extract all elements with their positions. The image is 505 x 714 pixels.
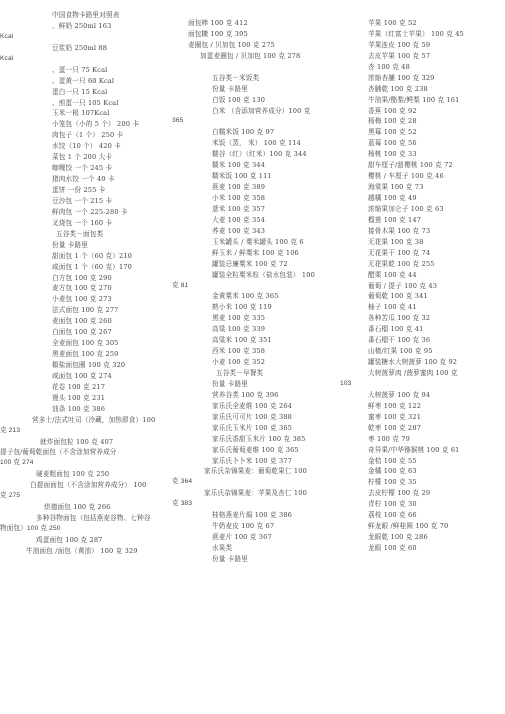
text-line: 大树菠萝肉 /菠萝蜜肉 100 克 xyxy=(368,369,458,377)
text-line: 中国食物卡路里对照表 xyxy=(52,11,120,19)
text-line: 鲜肉包 一个 225-280 卡 xyxy=(52,207,128,216)
text-line: 去皮苹果 100 克 57 xyxy=(368,51,431,60)
text-line: 蓝莓 100 克 56 xyxy=(368,139,417,148)
text-line: 肉包子（1 个） 250 卡 xyxy=(52,131,124,140)
text-line: 薏米 100 克 357 xyxy=(212,204,266,213)
text-line: 、煎蛋一只 105 Kcal xyxy=(52,98,119,107)
text-line: 牛奶麦皮 100 克 67 xyxy=(212,522,275,531)
text-line: 家乐氏杂锦果麦：苹果及杏仁 100 xyxy=(204,489,307,498)
text-line: 克 81 xyxy=(172,281,189,289)
text-line: 甜车厘子/甜樱桃 100 克 72 xyxy=(368,161,453,170)
text-line: 豆沙包 一个 215 卡 xyxy=(52,196,113,205)
text-line: 葡萄 / 提子 100 克 43 xyxy=(368,281,438,290)
text-line: 樱桃 / 车厘子 100 克 46 xyxy=(368,172,444,181)
text-line: 多种谷物面包（包括燕麦谷物、七种谷 xyxy=(36,514,151,523)
text-line: 、鲜奶 250ml 163 xyxy=(52,21,112,30)
text-line: 家乐氏全麦维 100 克 264 xyxy=(212,401,293,410)
text-line: 高粱 100 克 339 xyxy=(212,325,266,334)
text-line: 克 213 xyxy=(0,426,21,434)
text-line: 鲜龙眼 /鲜桂圆 100 克 70 xyxy=(368,522,449,531)
text-line: 金橘 100 克 63 xyxy=(368,467,417,476)
text-line: 柠檬 100 克 35 xyxy=(368,478,417,487)
text-line: 豆浆奶 250ml 88 xyxy=(52,43,108,52)
text-line: 家乐氏玉米片 100 克 365 xyxy=(212,423,293,432)
text-line: 水饺（10 个） 420 卡 xyxy=(52,142,121,151)
text-line: 份量 卡路里 xyxy=(212,379,248,388)
text-line: 鸡蛋面包 100 克 287 xyxy=(36,536,103,544)
text-line: 越橘 100 克 49 xyxy=(368,194,417,202)
text-line: 家乐氏葡萄麦维 100 克 365 xyxy=(212,445,299,454)
text-line: 咸面包 100 克 274 xyxy=(52,371,112,380)
text-line: 黑莓 100 克 52 xyxy=(368,128,417,137)
text-line: 白方包 100 克 290 xyxy=(52,273,112,282)
text-line: 燕麦片 100 克 367 xyxy=(212,533,272,542)
text-line: 油条 100 克 386 xyxy=(52,404,106,413)
text-line: 物面包）100 克 250 xyxy=(0,525,61,533)
text-line: 蛋白一只 15 Kcal xyxy=(52,87,108,96)
text-line: 面包糠 100 克 395 xyxy=(188,29,248,38)
text-line: 金桔 100 克 55 xyxy=(368,456,417,465)
text-line: 克 383 xyxy=(172,500,193,508)
text-line: 面包棒 100 克 412 xyxy=(188,19,248,27)
text-line: 份量 卡路里 xyxy=(52,240,88,249)
text-line: 荞麦 100 克 343 xyxy=(212,226,266,235)
text-line: 白提面面包（不含涂加营养成分） 100 xyxy=(30,481,147,490)
text-line: 葡萄乾 100 克 341 xyxy=(368,292,428,301)
text-line: 馒头 100 克 231 xyxy=(52,393,106,402)
text-line: 鲜玉米 / 鲜粟米 100 克 106 xyxy=(212,248,299,257)
text-line: 小米 100 克 358 xyxy=(212,194,266,202)
text-line: 燕麦 100 克 389 xyxy=(212,183,266,192)
text-line: 白饭 100 克 130 xyxy=(212,95,266,104)
text-line: 去皮柠檬 100 克 29 xyxy=(368,489,431,498)
text-line: 咖喱饺 一个 245 卡 xyxy=(52,164,113,173)
text-line: 杏脯乾 100 克 238 xyxy=(368,84,428,93)
text-line: 龙眼乾 100 克 286 xyxy=(368,533,428,542)
text-line: 小麦 100 克 352 xyxy=(212,358,266,367)
text-line: 接骨木果 100 克 73 xyxy=(368,226,431,235)
text-line: 罐装全粒粟米粒（盐水包装） 100 xyxy=(212,270,315,279)
text-line: 醋栗 100 克 44 xyxy=(368,270,417,279)
text-line: 水果类 xyxy=(212,544,233,552)
text-line: 罐装糖水大树菠萝 100 克 92 xyxy=(368,358,458,367)
text-line: 法式面包 100 克 277 xyxy=(52,306,119,315)
text-line: 全麦面包 100 克 305 xyxy=(52,339,119,348)
text-line: 西米 100 克 358 xyxy=(212,347,266,356)
text-line: 克 275 xyxy=(0,492,21,500)
text-line: 糯米 100 克 344 xyxy=(212,161,266,170)
text-line: 罐装忌廉粟米 100 克 72 xyxy=(212,259,288,268)
text-line: 365 xyxy=(172,117,184,125)
text-line: 杏 100 克 48 xyxy=(368,62,410,71)
text-line: 猪肉水饺 一个 40 卡 xyxy=(52,175,115,184)
text-line: 五谷类－面包类 xyxy=(56,229,104,238)
text-line: 杨梅 100 克 28 xyxy=(368,117,417,126)
text-line: 荔枝 100 克 66 xyxy=(368,511,417,520)
text-line: 高粱米 100 克 351 xyxy=(212,336,272,345)
text-line: 白面包 100 克 267 xyxy=(52,328,112,337)
text-line: 大麦 100 克 354 xyxy=(212,215,266,224)
text-line: 黑麦 100 克 335 xyxy=(212,314,266,323)
text-line: 牛油果/酪梨/鳄梨 100 克 161 xyxy=(368,95,460,104)
text-line: 、蛋黄一只 60 Kcal xyxy=(52,76,115,85)
text-line: 鲜枣 100 克 122 xyxy=(368,401,422,410)
text-line: 叉烧包 一个 160 卡 xyxy=(52,218,113,227)
text-line: 番石榴 100 克 41 xyxy=(368,325,424,334)
text-line: 家乐氏可可片 100 克 388 xyxy=(212,412,293,421)
text-line: 菜包 1 个 200 大卡 xyxy=(52,153,113,162)
text-line: 苹果（红富士苹果） 100 克 45 xyxy=(368,29,464,38)
text-line: 奇异果/中华猕猴桃 100 克 61 xyxy=(368,445,460,454)
text-line: 小笼包（小的 5 个） 200 卡 xyxy=(52,120,140,129)
text-line: 无花果干 100 克 74 xyxy=(368,248,431,257)
text-line: 五谷类－早餐类 xyxy=(216,369,264,377)
text-line: 蛋饼 一份 255 卡 xyxy=(52,186,106,194)
text-line: Kcal xyxy=(0,54,14,62)
text-line: 营养谷类 100 克 396 xyxy=(212,390,279,399)
text-line: 就炸面包粒 100 克 407 xyxy=(40,437,114,446)
text-line: 克 364 xyxy=(172,478,193,486)
text-line: 苹果 100 克 52 xyxy=(368,19,417,27)
text-line: 海棠果 100 克 73 xyxy=(368,183,424,192)
text-line: 玉米罐头 / 粟米罐头 100 克 6 xyxy=(212,237,304,246)
text-line: 糯谷（红）（红米）100 克 344 xyxy=(212,150,307,159)
text-line: 乾枣 100 克 287 xyxy=(368,423,422,432)
text-line: 米饭（蒸， 米） 100 克 114 xyxy=(212,139,302,148)
text-line: 浓缩杏脯 100 克 329 xyxy=(368,73,435,82)
text-line: 麦方包 100 克 270 xyxy=(52,284,112,293)
text-line: 白米 （含添加营养成分）100 克 xyxy=(212,106,311,115)
text-line: 103 xyxy=(340,379,352,387)
text-line: 山楂/红果 100 克 95 xyxy=(368,347,433,356)
text-line: 牛油面包 /面包（黄油） 100 克 329 xyxy=(26,546,138,555)
text-line: 提子包/葡萄乾面包（不含涂加营养成分 xyxy=(0,448,117,456)
text-line: 柚子 100 克 41 xyxy=(368,303,417,312)
text-line: 榴莲 100 克 147 xyxy=(368,215,422,224)
text-line: 麦面包 100 克 260 xyxy=(52,317,112,326)
text-line: 各种苦瓜 100 克 32 xyxy=(368,314,431,323)
text-line: 苹果连皮 100 克 59 xyxy=(368,40,431,49)
column-3 xyxy=(340,18,505,554)
text-line: 金黄粟米 100 克 365 xyxy=(212,292,279,301)
text-line: 黑麦面包 100 克 259 xyxy=(52,350,119,359)
text-line: 熟小米 100 克 119 xyxy=(212,303,272,312)
text-line: 桂格燕麦片焗 100 克 386 xyxy=(212,511,293,520)
text-line: 麦圈包 / 贝加包 100 克 275 xyxy=(188,40,275,49)
text-line: 青柠 100 克 30 xyxy=(368,500,417,509)
text-line: 无花果乾 100 克 255 xyxy=(368,259,435,268)
text-line: 糯米饭 100 克 111 xyxy=(212,172,272,181)
text-line: 蜜枣 100 克 321 xyxy=(368,412,422,421)
text-line: 100 克 274 xyxy=(0,459,34,467)
text-line: 香蕉 100 克 92 xyxy=(368,106,417,115)
text-line: 、蛋一只 75 Kcal xyxy=(52,65,108,74)
text-line: 咸面包 1 个（60 克）170 xyxy=(52,262,133,271)
text-line: 大树菠萝 100 克 94 xyxy=(368,390,431,399)
text-line: Kcal xyxy=(0,32,14,40)
text-line: 龙眼 100 克 60 xyxy=(368,544,417,552)
text-line: 五谷类－米饭类 xyxy=(212,73,260,82)
text-line: 营多士/法式吐司（冷藏，加热即食）100 xyxy=(32,415,156,424)
text-line: 白糯米饭 100 克 97 xyxy=(212,128,275,137)
text-line: 花卷 100 克 217 xyxy=(52,382,106,391)
text-line: 家乐氏香甜玉米片 100 克 385 xyxy=(212,434,306,443)
column-2 xyxy=(172,18,340,565)
text-line: 玉米一根 107Kcal xyxy=(52,109,110,118)
text-line: 浓缩果加仑子 100 克 63 xyxy=(368,204,444,213)
column-1 xyxy=(0,10,172,557)
text-line: 小麦包 100 克 273 xyxy=(52,295,112,304)
text-line: 杨桃 100 克 33 xyxy=(368,150,417,159)
text-line: 椒盐面包圈 100 克 320 xyxy=(52,361,126,369)
text-line: 加蛋麦圈包 / 贝加包 100 克 278 xyxy=(200,51,301,60)
text-line: 硬麦粗面包 100 克 250 xyxy=(36,470,110,479)
text-line xyxy=(172,62,340,73)
text-line: 枣 100 克 79 xyxy=(368,434,410,443)
text-line: 份量 卡路里 xyxy=(212,84,248,93)
text-line: 甜面包 1 个（60 克）210 xyxy=(52,251,133,260)
text-line: 份量 卡路里 xyxy=(212,554,248,563)
text-line: 番石榴干 100 克 36 xyxy=(368,336,431,345)
text-line: 烘德面包 100 克 266 xyxy=(44,503,111,512)
text-line: 家乐氏卜卜米 100 克 377 xyxy=(212,456,293,465)
text-line: 无花果 100 克 38 xyxy=(368,237,424,246)
text-line: 家乐氏杂锦果麦：葡萄乾果仁 100 xyxy=(204,467,307,476)
